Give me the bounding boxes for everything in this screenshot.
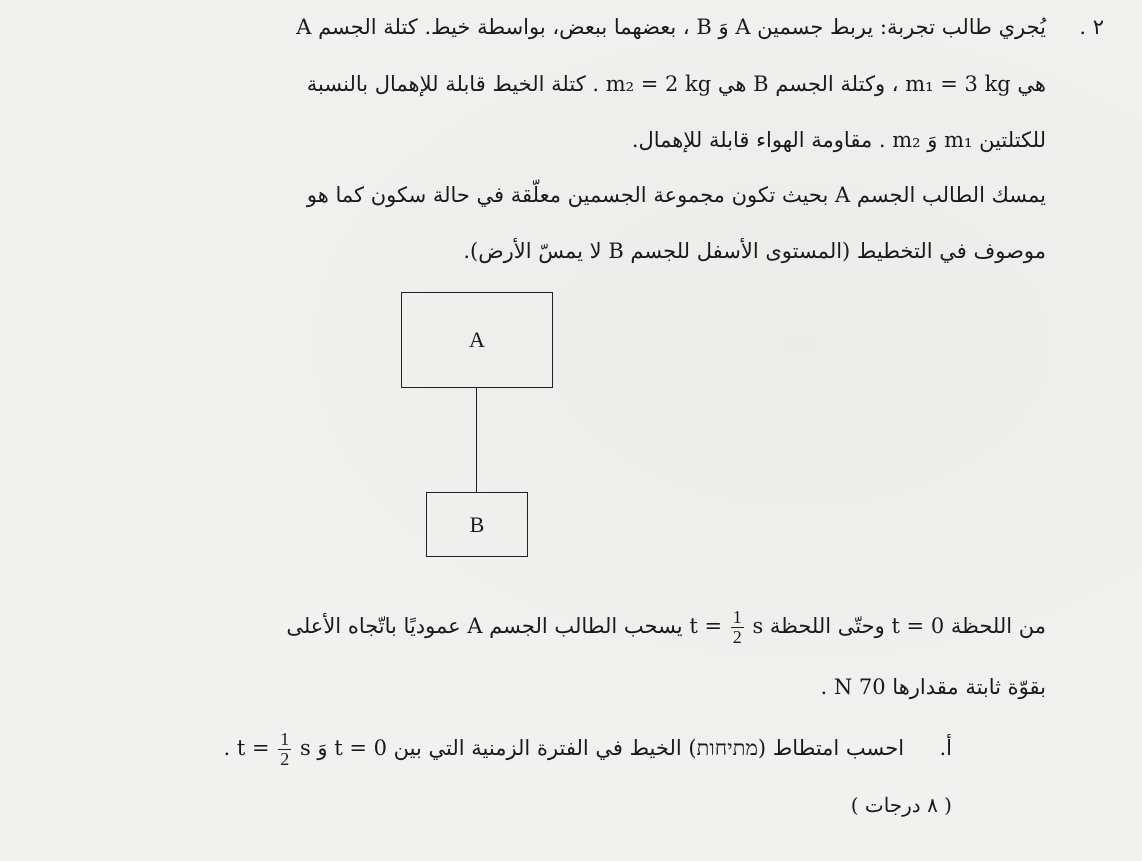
continuation-line-2: بقوّة ثابتة مقدارها 70 N . xyxy=(820,675,1046,699)
fraction-half xyxy=(731,608,744,647)
continuation-line-1 xyxy=(286,608,1046,647)
part-a-text-start: احسب امتطاط (מתיחות) الخيط في الفترة الزمنية التي بين t = 0 وَ t = xyxy=(236,736,905,760)
fraction-numerator: 1 xyxy=(732,607,742,627)
part-a-line xyxy=(224,730,952,769)
body-b-box xyxy=(426,492,528,557)
connecting-string xyxy=(476,387,477,493)
part-a-label: أ. xyxy=(939,736,952,760)
question-line-5: موصوف في التخطيط (المستوى الأسفل للجسم B لا يمسّ الأرض). xyxy=(463,239,1046,263)
part-a-fraction-denominator: 2 xyxy=(280,749,290,769)
continuation-text-start: من اللحظة t = 0 وحتّى اللحظة t = xyxy=(689,614,1046,638)
question-line-4: يمسك الطالب الجسم A بحيث تكون مجموعة الجسمين معلّقة في حالة سكون كما هو xyxy=(306,183,1046,207)
fraction-denominator: 2 xyxy=(732,627,742,647)
part-a-points: ( ٨ درجات ) xyxy=(850,793,952,817)
question-line-3: للكتلتين m₁ وَ m₂ . مقاومة الهواء قابلة للإهمال. xyxy=(631,128,1046,152)
question-number-text: ٢ . xyxy=(1079,15,1104,39)
continuation-text-end: s يسحب الطالب الجسم A عموديًا باتّجاه الأعلى xyxy=(286,614,764,638)
part-a-fraction xyxy=(278,730,291,769)
body-a-label: A xyxy=(469,327,485,352)
body-a-box xyxy=(401,292,553,388)
question-line-1: يُجري طالب تجربة: يربط جسمين A وَ B ، بعضهما ببعض، بواسطة خيط. كتلة الجسم A xyxy=(296,15,1046,39)
part-a-fraction-numerator: 1 xyxy=(280,729,290,749)
body-b-label: B xyxy=(469,511,485,537)
question-line-2: هي m₁ = 3 kg ، وكتلة الجسم B هي m₂ = 2 kg . كتلة الخيط قابلة للإهمال بالنسبة xyxy=(306,72,1046,96)
question-number xyxy=(1079,12,1104,42)
part-a-text-end: s . xyxy=(223,736,311,760)
